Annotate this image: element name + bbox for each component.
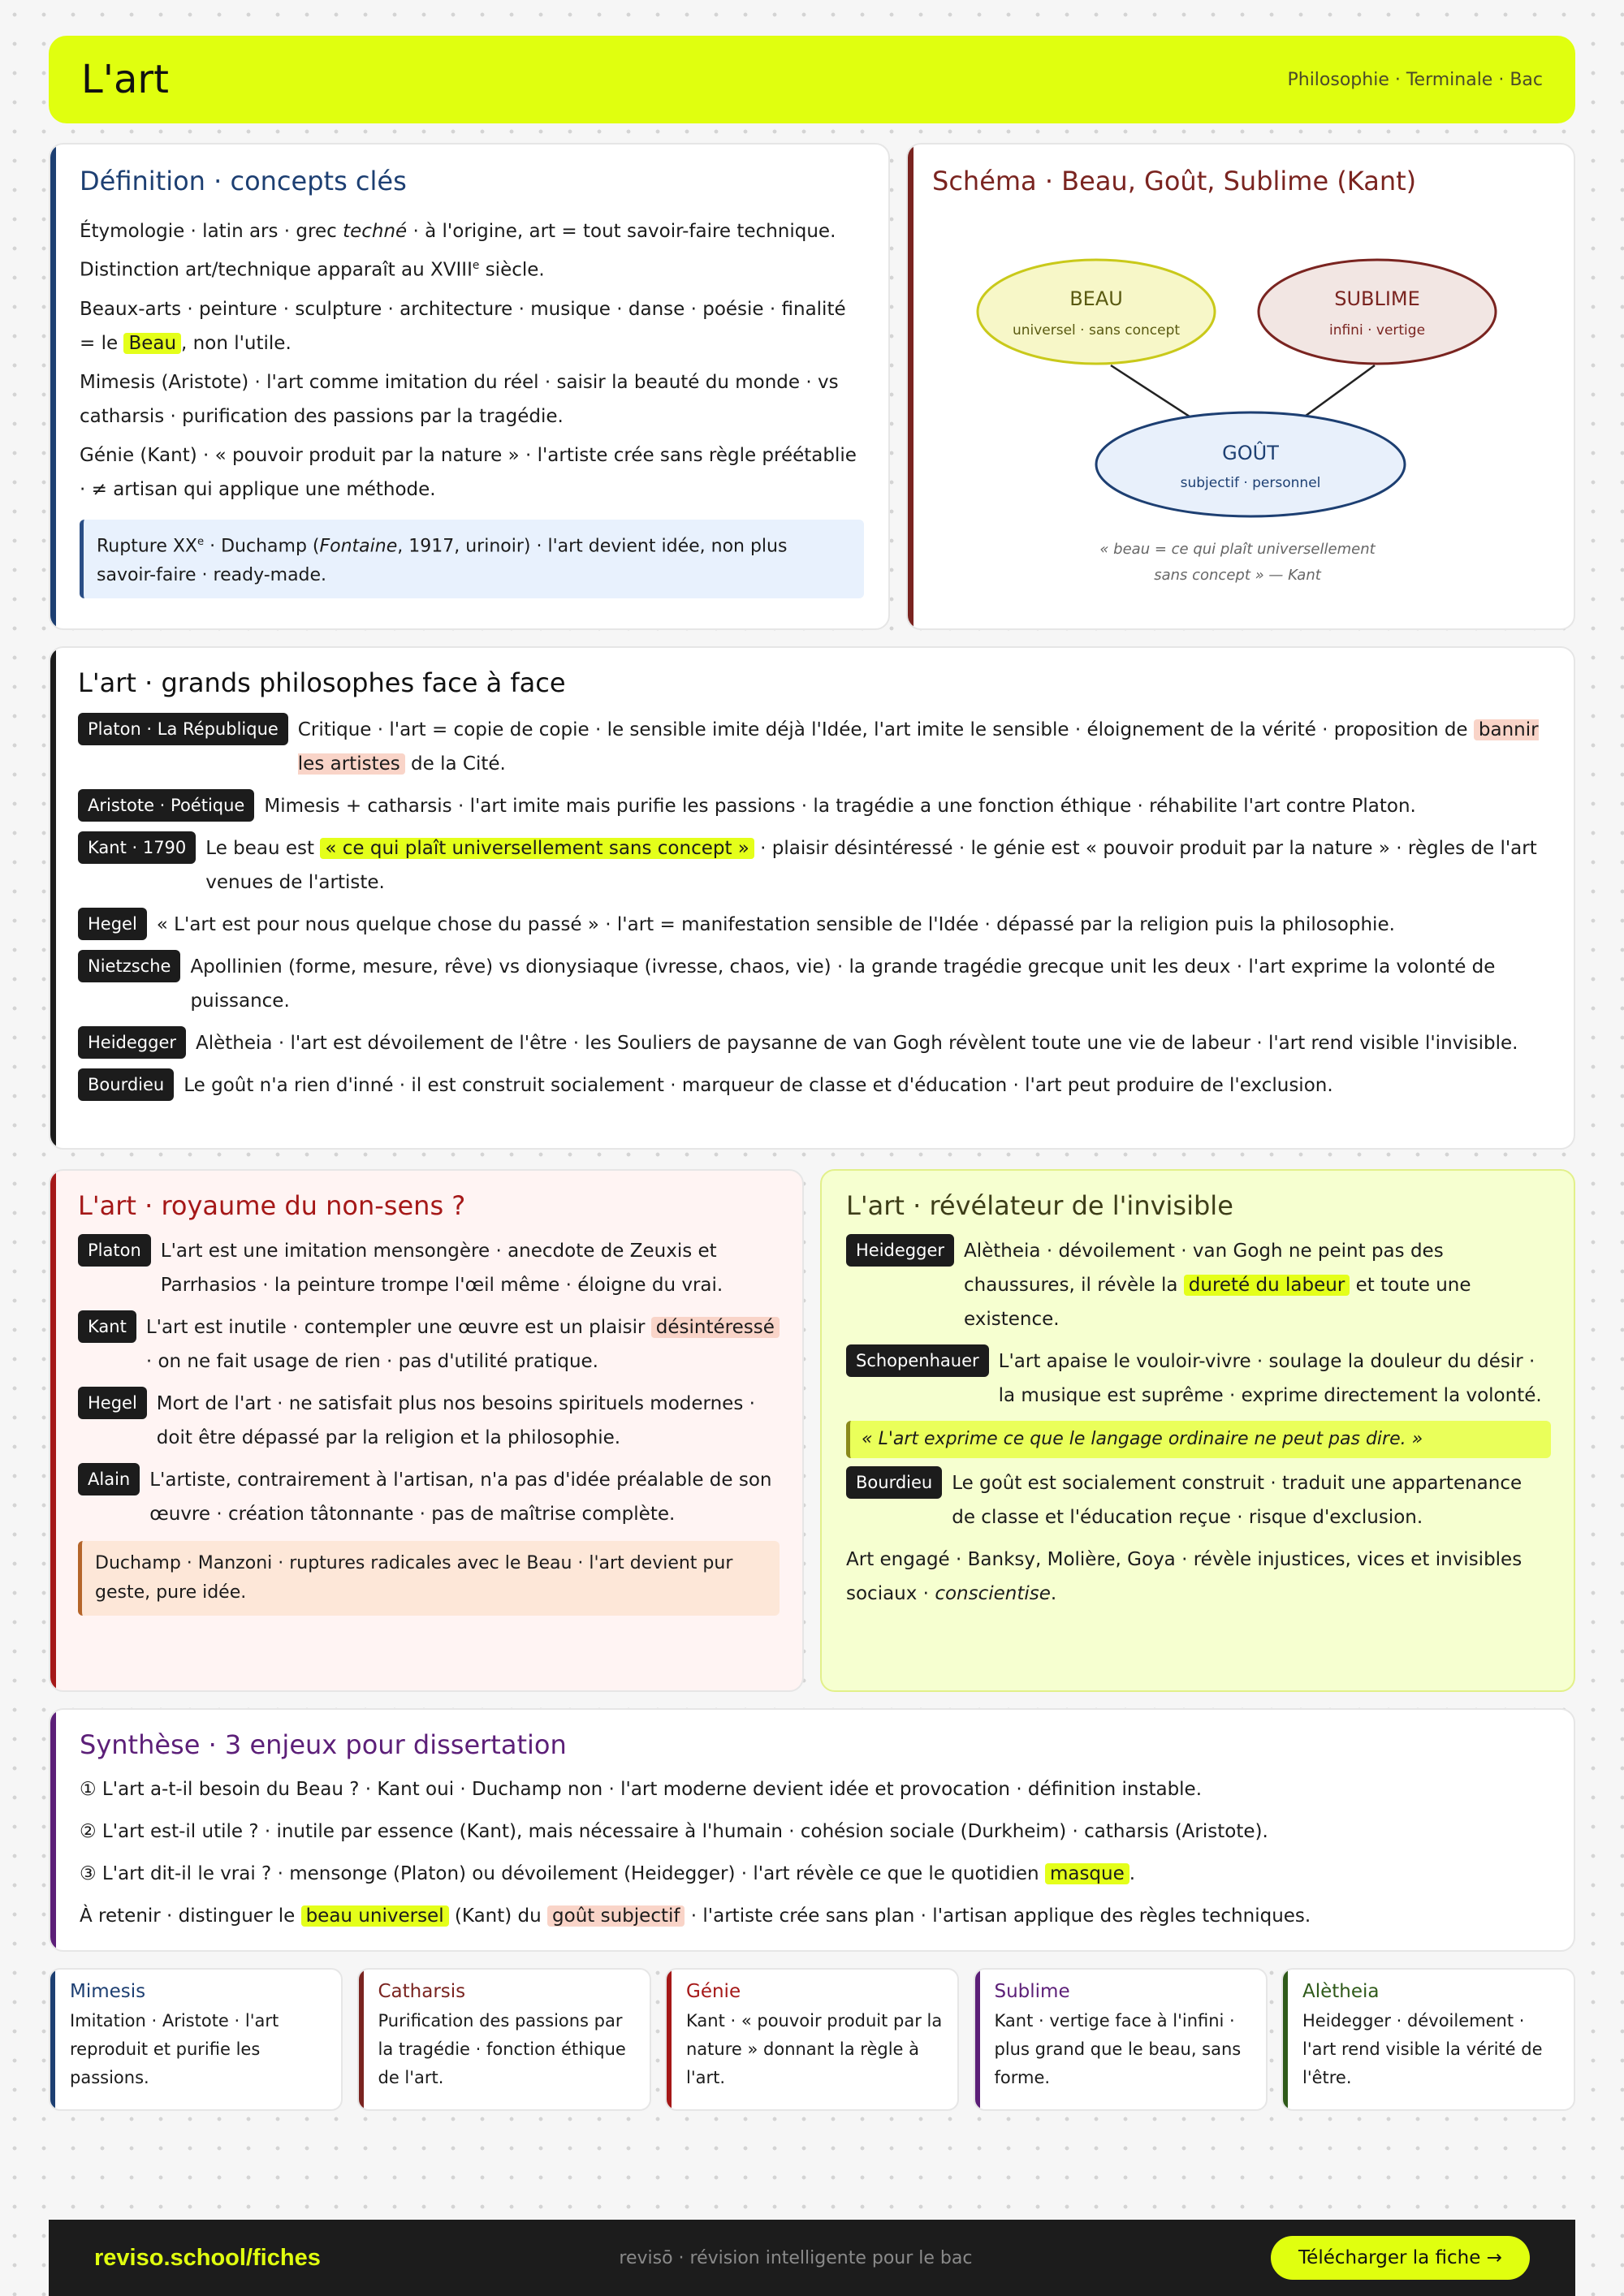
card-accent-bar bbox=[667, 1970, 672, 2109]
philosopher-tag: Hegel bbox=[78, 908, 147, 940]
schema-card bbox=[906, 143, 1575, 630]
philosopher-row bbox=[78, 1463, 780, 1531]
nonsens-card bbox=[49, 1169, 804, 1692]
sublime-label: SUBLIME bbox=[1334, 287, 1420, 310]
philosopher-text: L'art est une imitation mensongère · anecdote de Zeuxis et Parrhasios · la peinture trompe l'œil même · éloigne du vrai. bbox=[160, 1241, 723, 1296]
philosopher-row bbox=[846, 1466, 1551, 1534]
glossary-definition: Imitation · Aristote · l'art reproduit et purifie les passions. bbox=[70, 2011, 279, 2087]
art-engage-text: Art engagé · Banksy, Molière, Goya · révèle injustices, vices et invisibles sociaux · conscientise. bbox=[846, 1549, 1522, 1604]
highlight: désintéressé bbox=[651, 1317, 780, 1338]
philosophers-card bbox=[49, 646, 1575, 1150]
glossary-card bbox=[49, 1968, 343, 2111]
node-beau bbox=[978, 260, 1215, 364]
philosopher-row bbox=[846, 1344, 1551, 1413]
glossary-term: Alètheia bbox=[1302, 1981, 1380, 2002]
rupture-note: Rupture $XX^e$ · Duchamp (Fontaine, 1917, urinoir) · l'art devient idée, non plus savoir-faire · ready-made. bbox=[80, 520, 864, 598]
footer-brand-link[interactable]: reviso.school/fiches bbox=[94, 2244, 321, 2271]
philosopher-row bbox=[78, 1387, 780, 1455]
card-accent-bar bbox=[50, 1710, 56, 1950]
glossary-card bbox=[665, 1968, 959, 2111]
philosopher-text: Le beau est « ce qui plaît universellement sans concept » · plaisir désintéressé · le génie est « pouvoir produit par la nature » · règles de l'art venues de l'artiste. bbox=[205, 838, 1537, 893]
glossary-term: Génie bbox=[686, 1981, 741, 2002]
philosopher-text: Le goût est socialement construit · traduit une appartenance de classe et l'éducation reçue · risque d'exclusion. bbox=[952, 1473, 1522, 1528]
schema-caption-1: « beau = ce qui plaît universellement bbox=[1099, 541, 1376, 558]
page-footer bbox=[49, 2220, 1575, 2296]
philosopher-text: Mort de l'art · ne satisfait plus nos besoins spirituels modernes · doit être dépassé par la religion et la philosophie. bbox=[156, 1393, 755, 1448]
philosopher-row bbox=[78, 908, 1549, 942]
glossary-definition: Kant · vertige face à l'infini · plus grand que le beau, sans forme. bbox=[994, 2011, 1242, 2087]
philosopher-text: Le goût n'a rien d'inné · il est construit socialement · marqueur de classe et d'éducation · l'art peut produire de l'exclusion. bbox=[184, 1075, 1333, 1096]
enjeu-1: ① L'art a-t-il besoin du Beau ? · Kant oui · Duchamp non · l'art moderne devient idée et provocation · définition instable. bbox=[80, 1779, 1203, 1800]
mimesis-text: Mimesis (Aristote) · l'art comme imitation du réel · saisir la beauté du monde · vs catharsis · purification des passions par la tragédie. bbox=[80, 371, 839, 427]
philosopher-tag: Bourdieu bbox=[78, 1068, 174, 1101]
definition-title: Définition · concepts clés bbox=[80, 166, 407, 196]
philosophers-title: L'art · grands philosophes face à face bbox=[78, 667, 566, 698]
highlight: « ce qui plaît universellement sans concept » bbox=[320, 838, 754, 859]
page-header bbox=[49, 36, 1575, 123]
philosopher-tag: Hegel bbox=[78, 1387, 147, 1419]
philosopher-text: L'art apaise le vouloir-vivre · soulage la douleur du désir · la musique est suprême · exprime directement la volonté. bbox=[998, 1351, 1542, 1406]
enjeu-2: ② L'art est-il utile ? · inutile par essence (Kant), mais nécessaire à l'humain · cohésion sociale (Durkheim) · catharsis (Aristote). bbox=[80, 1821, 1268, 1842]
reveal-card bbox=[820, 1169, 1575, 1692]
card-accent-bar bbox=[50, 1970, 55, 2109]
beau-sub: universel · sans concept bbox=[1012, 322, 1181, 339]
schema-caption-2: sans concept » — Kant bbox=[1154, 567, 1321, 584]
philosopher-tag: Nietzsche bbox=[78, 950, 180, 982]
philosopher-text: « L'art est pour nous quelque chose du passé » · l'art = manifestation sensible de l'Idée · dépassé par la religion puis la philosophie. bbox=[156, 914, 1395, 935]
glossary-term: Catharsis bbox=[378, 1981, 466, 2002]
duchamp-note: Duchamp · Manzoni · ruptures radicales avec le Beau · l'art devient pur geste, pure idée. bbox=[78, 1541, 780, 1616]
card-accent-bar bbox=[359, 1970, 364, 2109]
card-accent-bar bbox=[50, 648, 56, 1148]
philosopher-row bbox=[78, 950, 1549, 1018]
node-gout bbox=[1096, 412, 1405, 516]
gout-label: GOÛT bbox=[1222, 442, 1279, 464]
glossary-definition: Purification des passions par la tragédie · fonction éthique de l'art. bbox=[378, 2011, 626, 2087]
philosopher-text: Alètheia · l'art est dévoilement de l'être · les Souliers de paysanne de van Gogh révèlent toute une vie de labeur · l'art rend visible l'invisible. bbox=[196, 1033, 1518, 1054]
synthese-card bbox=[49, 1708, 1575, 1952]
philosopher-tag: Heidegger bbox=[846, 1234, 954, 1267]
card-accent-bar bbox=[975, 1970, 980, 2109]
enjeu-3: ③ L'art dit-il le vrai ? · mensonge (Platon) ou dévoilement (Heidegger) · l'art révèle ce que le quotidien masque . bbox=[80, 1863, 1136, 1884]
philosopher-text: Alètheia · dévoilement · van Gogh ne peint pas des chaussures, il révèle la dureté du labeur et toute une existence. bbox=[964, 1241, 1471, 1330]
node-sublime bbox=[1259, 260, 1496, 364]
philosopher-row bbox=[846, 1234, 1551, 1336]
download-button[interactable]: Télécharger la fiche → bbox=[1271, 2236, 1530, 2280]
philosopher-text: L'art est inutile · contempler une œuvre est un plaisir désintéressé · on ne fait usage de rien · pas d'utilité pratique. bbox=[146, 1310, 780, 1379]
beau-label: BEAU bbox=[1069, 287, 1123, 310]
philosopher-text: Mimesis + catharsis · l'art imite mais purifie les passions · la tragédie a une fonction éthique · réhabilite l'art contre Platon. bbox=[264, 796, 1416, 817]
sublime-sub: infini · vertige bbox=[1328, 322, 1426, 339]
highlight-beau: Beau bbox=[123, 333, 181, 354]
art-quote: « L'art exprime ce que le langage ordinaire ne peut pas dire. » bbox=[846, 1421, 1551, 1458]
philosopher-tag: Alain bbox=[78, 1463, 140, 1495]
philosopher-row bbox=[78, 789, 1549, 823]
philosopher-tag: Kant bbox=[78, 1310, 136, 1343]
glossary-definition: Heidegger · dévoilement · l'art rend visible la vérité de l'être. bbox=[1302, 2011, 1543, 2087]
philosopher-text: L'artiste, contrairement à l'artisan, n'a pas d'idée préalable de son œuvre · création tâtonnante · pas de maîtrise complète. bbox=[149, 1470, 772, 1525]
philosopher-tag: Aristote · Poétique bbox=[78, 789, 254, 822]
philosopher-tag: Platon bbox=[78, 1234, 151, 1267]
card-accent-bar bbox=[1283, 1970, 1288, 2109]
glossary-card bbox=[357, 1968, 651, 2111]
glossary-definition: Kant · « pouvoir produit par la nature » donnant la règle à l'art. bbox=[686, 2011, 943, 2087]
philosopher-text: Apollinien (forme, mesure, rêve) vs dionysiaque (ivresse, chaos, vie) · la grande tragédie grecque unit les deux · l'art exprime la volonté de puissance. bbox=[190, 956, 1496, 1012]
genie-text: Génie (Kant) · « pouvoir produit par la nature » · l'artiste crée sans règle préétablie · ≠ artisan qui applique une méthode. bbox=[80, 444, 857, 500]
philosopher-text: Critique · l'art = copie de copie · le sensible imite déjà l'Idée, l'art imite le sensible · éloignement de la vérité · proposition de bannir les artistes de la Cité. bbox=[297, 719, 1539, 775]
synthese-title: Synthèse · 3 enjeux pour dissertation bbox=[80, 1729, 567, 1760]
philosopher-row bbox=[78, 1234, 780, 1302]
etymology-text: Étymologie · latin ars · grec techné · à l'origine, art = tout savoir-faire technique. Distinction art/technique apparaît au XVIIIe siècle. bbox=[80, 221, 836, 281]
definition-card bbox=[49, 143, 890, 630]
highlight: dureté du labeur bbox=[1184, 1275, 1350, 1296]
philosopher-tag: Platon · La République bbox=[78, 713, 288, 745]
a-retenir: À retenir · distinguer le beau universel (Kant) du goût subjectif · l'artiste crée sans plan · l'artisan applique des règles techniques. bbox=[80, 1905, 1311, 1927]
reveal-title: L'art · révélateur de l'invisible bbox=[846, 1190, 1233, 1221]
highlight: bannir les artistes bbox=[297, 719, 1539, 775]
philosopher-row bbox=[78, 1310, 780, 1379]
philosopher-row bbox=[78, 1068, 1549, 1103]
nonsens-title: L'art · royaume du non-sens ? bbox=[78, 1190, 466, 1221]
gout-sub: subjectif · personnel bbox=[1180, 475, 1321, 491]
page-title: L'art bbox=[81, 57, 169, 102]
schema-title: Schéma · Beau, Goût, Sublime (Kant) bbox=[932, 166, 1417, 196]
beaux-arts-text: Beaux-arts · peinture · sculpture · architecture · musique · danse · poésie · finalité = le Beau , non l'utile. bbox=[80, 298, 846, 354]
glossary-card bbox=[1281, 1968, 1575, 2111]
header-tags: Philosophie · Terminale · Bac bbox=[1287, 69, 1543, 90]
footer-tagline: revisō · révision intelligente pour le bac bbox=[619, 2247, 973, 2268]
card-accent-bar bbox=[50, 1171, 56, 1690]
card-accent-bar bbox=[50, 145, 56, 628]
glossary-card bbox=[974, 1968, 1268, 2111]
glossary-term: Mimesis bbox=[70, 1981, 146, 2002]
philosopher-tag: Schopenhauer bbox=[846, 1344, 989, 1377]
philosopher-row bbox=[78, 713, 1549, 781]
kant-diagram bbox=[908, 145, 1575, 630]
philosopher-tag: Heidegger bbox=[78, 1026, 186, 1059]
philosopher-tag: Bourdieu bbox=[846, 1466, 942, 1499]
philosopher-row bbox=[78, 1026, 1549, 1060]
glossary-term: Sublime bbox=[994, 1981, 1070, 2002]
philosopher-tag: Kant · 1790 bbox=[78, 831, 196, 864]
philosopher-row bbox=[78, 831, 1549, 900]
